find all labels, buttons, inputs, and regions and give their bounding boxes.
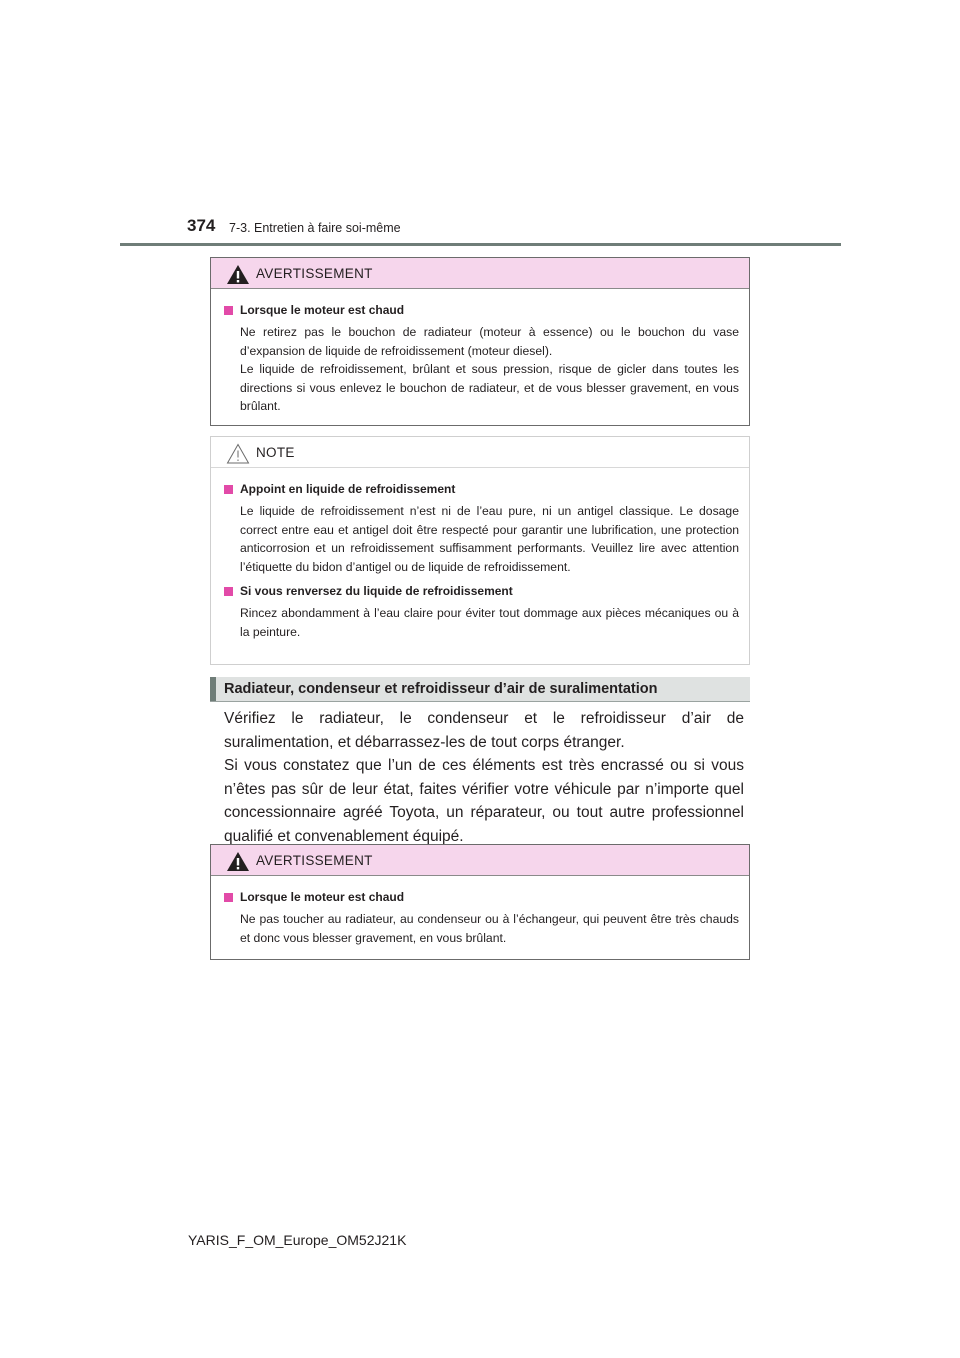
warning-box-2 (210, 844, 750, 960)
header-rule (120, 243, 841, 246)
warning-label: AVERTISSEMENT (256, 853, 373, 868)
page-number: 374 (187, 216, 216, 235)
paragraph: Ne retirez pas le bouchon de radiateur (moteur à essence) ou le bouchon du vase d’expansion de liquide de refroidissement (moteur diesel). (240, 325, 739, 358)
section-body (224, 707, 744, 848)
note-item-title (221, 480, 739, 498)
note-label: NOTE (256, 445, 295, 460)
note-item-text (240, 604, 739, 641)
note-box-body (211, 468, 749, 655)
caution-outline-triangle-icon (226, 443, 250, 464)
paragraph: Vérifiez le radiateur, le condenseur et le refroidisseur d’air de suralimentation, et débarrassez-les de tout corps étranger. (224, 710, 744, 751)
paragraph: Le liquide de refroidissement n’est ni de l’eau pure, ni un antigel classique. Le dosage correct entre eau et antigel doit être respecté pour garantir une lubrification, une protection anticorrosion et un refroidissement suffisamment performants. Veuillez lire avec attention l’étiquette du bidon d’antigel ou de liquide de refroidissement. (240, 504, 739, 574)
note-box (210, 436, 750, 665)
warning-box-body (211, 876, 749, 961)
warning-box-body (211, 289, 749, 430)
warning-box-1 (210, 257, 750, 426)
warning-item-title-text: Lorsque le moteur est chaud (240, 890, 405, 904)
paragraph: Ne pas toucher au radiateur, au condenseur ou à l’échangeur, qui peuvent être très chauds et donc vous blesser gravement, en vous brûlant. (240, 912, 739, 945)
section-heading-bar (210, 677, 216, 701)
paragraph: Le liquide de refroidissement, brûlant et sous pression, risque de gicler dans toutes les directions si vous enlevez le bouchon de radiateur, et de vous blesser gravement, en vous brûlant. (240, 362, 739, 413)
warning-box-header (211, 258, 749, 289)
section-path: 7-3. Entretien à faire soi-même (229, 221, 401, 235)
note-item-text (240, 502, 739, 576)
note-item-title-text: Appoint en liquide de refroidissement (240, 482, 456, 496)
section-heading (210, 677, 750, 702)
warning-item-title-text: Lorsque le moteur est chaud (240, 303, 405, 317)
pink-square-bullet-icon (224, 587, 233, 596)
warning-triangle-icon (226, 264, 250, 285)
warning-item-title (221, 888, 739, 906)
note-box-header (211, 437, 749, 468)
footer-doc-code: YARIS_F_OM_Europe_OM52J21K (188, 1232, 407, 1248)
pink-square-bullet-icon (224, 893, 233, 902)
warning-item-title (221, 301, 739, 319)
warning-item-text (240, 910, 739, 947)
section-heading-title: Radiateur, condenseur et refroidisseur d’air de suralimentation (224, 681, 658, 697)
paragraph: Si vous constatez que l’un de ces éléments est très encrassé ou si vous n’êtes pas sûr de leur état, faites vérifier votre véhicule par n’importe quel concessionnaire agréé Toyota, un réparateur, ou tout autre professionnel qualifié et convenablement équipé. (224, 757, 744, 845)
warning-item-text (240, 323, 739, 416)
pink-square-bullet-icon (224, 485, 233, 494)
page-header (0, 0, 960, 250)
warning-box-header (211, 845, 749, 876)
note-item-title-text: Si vous renversez du liquide de refroidissement (240, 584, 513, 598)
warning-triangle-icon (226, 851, 250, 872)
warning-label: AVERTISSEMENT (256, 266, 373, 281)
paragraph: Rincez abondamment à l’eau claire pour éviter tout dommage aux pièces mécaniques ou à la peinture. (240, 606, 739, 639)
note-item-title (221, 582, 739, 600)
pink-square-bullet-icon (224, 306, 233, 315)
